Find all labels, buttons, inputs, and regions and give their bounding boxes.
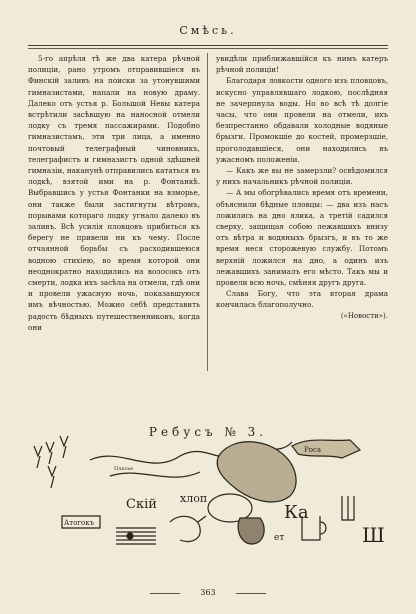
header-rule [28,45,388,46]
left-column [28,53,200,333]
source-attribution: («Новости»). [340,311,388,320]
letter-u-icon [34,446,42,468]
letter-u-icon [46,442,54,464]
rebus-label: Роса [304,446,322,454]
page-number-rule [236,593,266,594]
land-shape-icon [217,442,296,502]
note-icon [127,533,133,539]
rebus-illustration [30,436,386,548]
letter-sha-icon [342,496,354,520]
rebus-label: ет [274,533,285,543]
letter-u-icon [48,466,56,488]
letter-u-icon [60,436,68,458]
ribbon-line-icon [110,472,200,477]
right-column [216,53,388,322]
page-number: 363 [200,588,216,597]
rebus-label: хлоп [180,492,208,505]
music-staff-icon [116,528,156,544]
rebus-label: Атогокъ [64,519,95,527]
rebus-label: Ка [284,502,309,523]
rebus-title: Ребусъ № 3. [148,425,268,439]
rebus-label: Ш [362,523,385,547]
paragraph: Благодаря ловкости одного изъ пловцовъ, искусно управлявшаго лодкою, послѣдняя не зачерпнула воды. Но во всѣ тѣ долгiе часы, что они провели на отмели, ихъ безпрестанно обдавали холодные водяные брызги. Промокшiе до костей, промерзшiе, проголодавшiеся, они находились въ ужасномъ положенiи. [216,76,388,164]
paragraph: — А мы обогрѣвались время отъ времени, объяснили бѣдные пловцы: — два изъ насъ ложились на дно ялика, а третiй садился сверху, защищая собою лежавшихъ внизу отъ вѣтра и водяныхъ брызгъ, и въ то же время неся сторожевую службу. Потомъ верхнiй ложился на дно, а одинъ изъ лежавшихъ занималъ его мѣсто. Такъ мы и провели всю ночь, смѣняя другъ друга. [216,188,388,288]
paragraph: 5-го апрѣля тѣ же два катера рѣчной полиціи, рано утромъ отправившiеся въ Финскiй заливъ на поиски за утонувшими гимназистами, напали на новую драму. Далеко отъ устья р. Большой Невы катера встрѣтили засѣвшую на наносной отмели лодку съ тремя пассажирами. Подобно гимназистамъ, эти три лица, а именно почтовый телеграфный чиновникъ, телеграфистъ и гимназистъ одной здѣшней гимназiи, наканунѣ отправились кататься въ лодкѣ, взятой ими на р. Фонтанкѣ. Выбравшись у устья Фонтанки на взморье, они также были застигнуты вѣтромъ, порывами котораго лодку угнало далеко въ заливъ. Всѣ усилiя пловцовъ прибиться къ берегу не привели ни къ чему. После отчаянной борьбы съ расходившеюся водною стихiею, во время которой они неоднократно находились на волосокъ отъ смерти, лодка ихъ засѣла на отмели, гдѣ они и провели ужасную ночь, показавшуюся имъ вѣчностью. Можно себѣ представить радость бѣдныхъ путешественниковъ, когда они [28,54,200,332]
header-rule-thin [28,48,388,49]
paragraph: — Какъ же вы не замерзли? освѣдомился у нихъ начальникъ рѣчной полицiи. [216,166,388,187]
rebus-label: Скій [126,497,157,512]
fish-shape-icon [292,440,360,458]
paragraph: увидѣли приближавшiйся къ нимъ катеръ рѣчной полицiи! [216,54,388,75]
animal-icon [170,516,206,542]
rebus-label: Платье [114,466,133,472]
column-divider [207,53,208,371]
jar-icon [238,518,264,544]
paragraph: Слава Богу, что эта вторая драма кончилась благополучно. [216,289,388,310]
section-title: Смѣсь. [179,24,237,37]
